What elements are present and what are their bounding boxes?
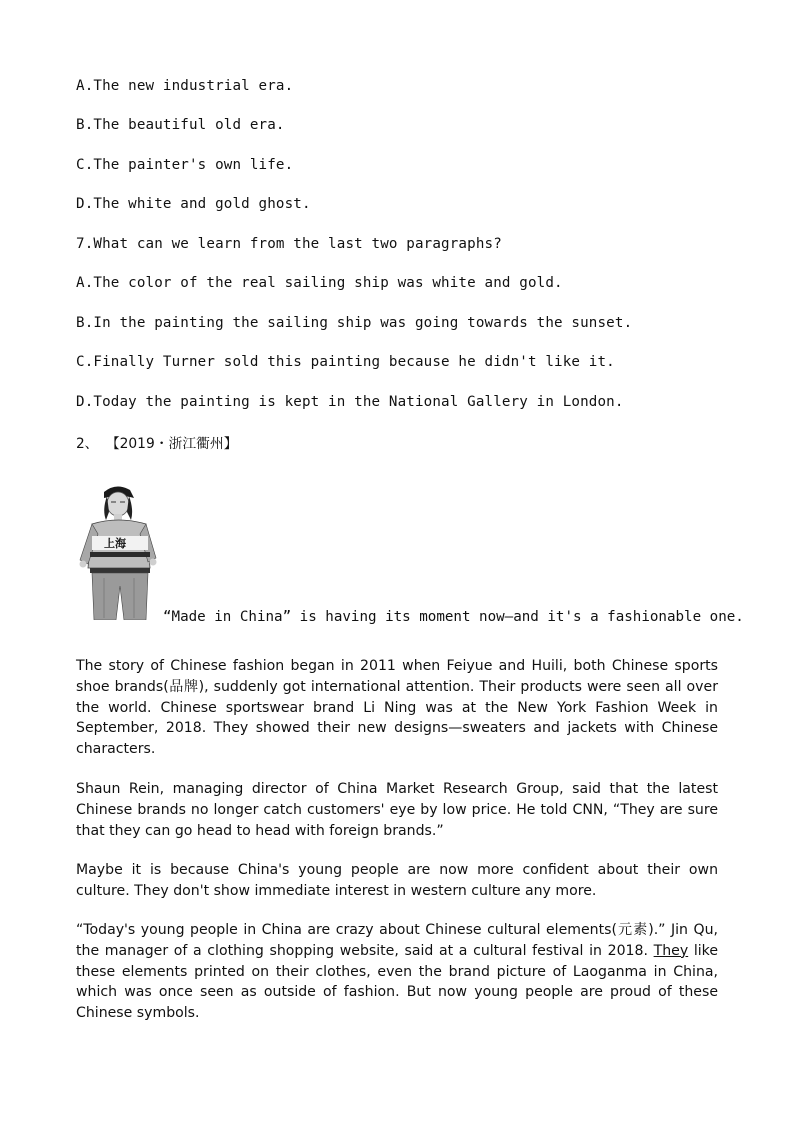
q6-option-c[interactable]: C.The painter's own life. (76, 157, 294, 173)
paragraph-4-end: like these elements printed on their clothes, even the brand picture of Laoganma in China, which was once seen as outside of fashion. But now young people are proud of these Chinese symbols. (76, 942, 718, 1022)
section-heading (76, 432, 238, 453)
q7-option-d[interactable]: D.Today the painting is kept in the National Gallery in London. (76, 394, 624, 410)
passage-caption: “Made in China” is having its moment now—and it's a fashionable one. (163, 609, 744, 625)
section-number: 2、 (76, 436, 99, 452)
passage-paragraph-2: Shaun Rein, managing director of China Market Research Group, said that the latest Chinese brands no longer catch customers' eye by low price. He told CNN, “They are sure that they can go head to head with foreign brands.” (76, 781, 718, 839)
underlined-word-they: They (653, 942, 689, 959)
q6-option-d[interactable]: D.The white and gold ghost. (76, 196, 311, 212)
passage-paragraph-3: Maybe it is because China's young people are now more confident about their own culture. They don't show immediate interest in western culture any more. (76, 862, 718, 899)
paragraph-4-start: “Today's young people in China are crazy about Chinese cultural elements(元素).” Jin Qu, the manager of a clothing shopping website, said at a cultural festival in 2018. (76, 922, 718, 959)
q6-option-b[interactable]: B.The beautiful old era. (76, 117, 285, 133)
q6-option-a[interactable]: A.The new industrial era. (76, 78, 294, 94)
q7-option-a[interactable]: A.The color of the real sailing ship was white and gold. (76, 275, 563, 291)
fashion-model-photo (76, 482, 162, 620)
passage-paragraph-4 (76, 920, 718, 1024)
q7-option-b[interactable]: B.In the painting the sailing ship was going towards the sunset. (76, 315, 633, 331)
q7-question: 7.What can we learn from the last two paragraphs? (76, 236, 502, 252)
section-source: 【2019・浙江衢州】 (112, 436, 238, 452)
passage-paragraph-1: The story of Chinese fashion began in 2011 when Feiyue and Huili, both Chinese sports shoe brands(品牌), suddenly got international attention. Their products were seen all over the world. Chinese sportswear brand Li Ning was at the New York Fashion Week in September, 2018. They showed their new designs—sweaters and jackets with Chinese characters. (76, 658, 718, 758)
q7-option-c[interactable]: C.Finally Turner sold this painting because he didn't like it. (76, 354, 615, 370)
svg-text:上海: 上海 (104, 537, 126, 550)
